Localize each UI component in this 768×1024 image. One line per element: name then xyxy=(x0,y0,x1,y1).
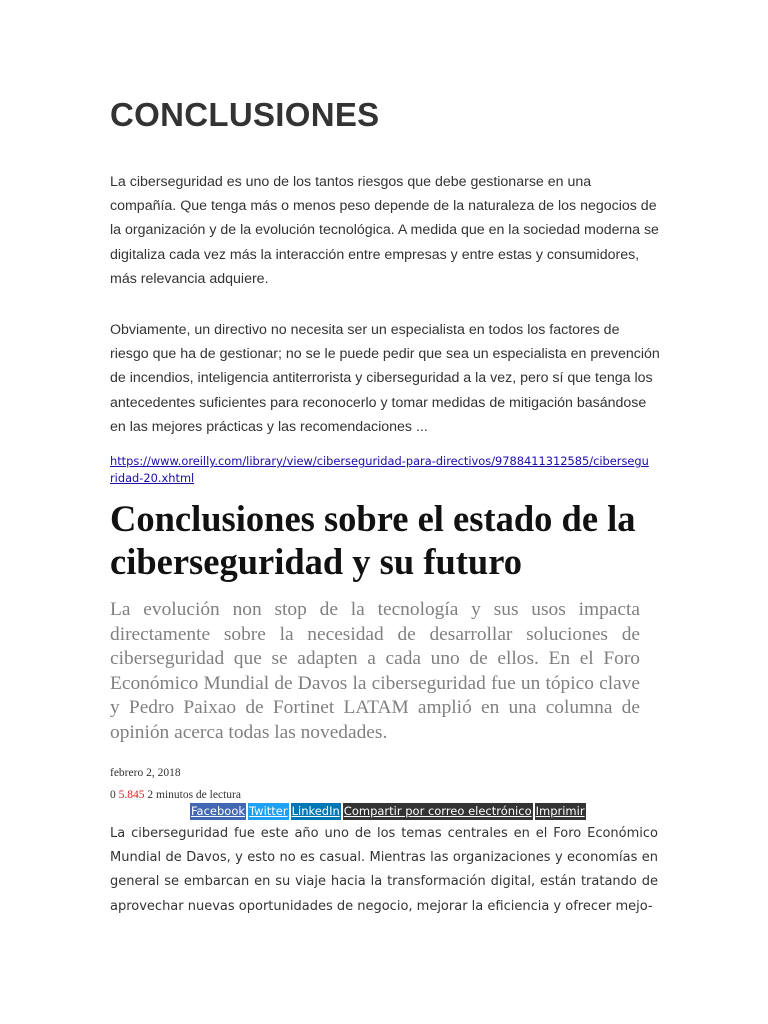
paragraph-directivo: Obviamente, un directivo no necesita ser un especialista en todos los factores de riesgo que ha de gestionar; no se le puede pedir que sea un especialista en prevención de incendios, inteligencia antiterrorista y ciberseguridad a la vez, pero sí que tenga los antecedentes suficientes para reconocerlo y tomar medidas de mitigación basándose en las mejores prácticas y las recomendaciones ... xyxy=(110,322,660,435)
print-button[interactable]: Imprimir xyxy=(535,804,585,818)
article-date: febrero 2, 2018 xyxy=(110,767,181,779)
share-linkedin-button[interactable]: LinkedIn xyxy=(291,804,340,818)
article-title: Conclusiones sobre el estado de la ciberseguridad y su futuro xyxy=(110,498,636,582)
share-twitter-button[interactable]: Twitter xyxy=(249,804,288,818)
article-body: La ciberseguridad fue este año uno de los temas centrales en el Foro Económico Mundial de Davos, y esto no es casual. Mientras las organizaciones y economías en general se embarcan en su viaje hacia la transformación digital, están tratando de aprovechar nuevas oportunidades de negocio, mejorar la eficiencia y ofrecer mejo- xyxy=(110,826,658,914)
article-lead: La evolución non stop de la tecnología y sus usos impacta directamente sobre la necesidad de desarrollar soluciones de ciberseguridad que se adapten a cada uno de ellos. En el Foro Económico Mundial de Davos la ciberseguridad fue un tópico clave y Pedro Paixao de Fortinet LATAM amplió en una columna de opinión acerca todas las novedades. xyxy=(110,599,640,743)
share-facebook-button[interactable]: Facebook xyxy=(191,804,246,818)
paragraph-intro: La ciberseguridad es uno de los tantos riesgos que debe gestionarse en una compañía. Que tenga más o menos peso depende de la naturaleza de los negocios de la organización y de la evolución tecnológica. A medida que en la sociedad moderna se digitaliza cada vez más la interacción entre empresas y entre estas y consumidores, más relevancia adquiere. xyxy=(110,174,659,287)
article-meta xyxy=(110,789,241,801)
share-email-button[interactable]: Compartir por correo electrónico xyxy=(343,804,532,818)
view-count: 5.845 xyxy=(118,789,145,801)
share-bar xyxy=(190,803,586,820)
read-time: 2 minutos de lectura xyxy=(147,789,241,801)
page-title: CONCLUSIONES xyxy=(110,96,380,133)
comment-count[interactable]: 0 xyxy=(110,789,116,801)
source-link[interactable]: https://www.oreilly.com/library/view/ciberseguridad-para-directivos/9788411312585/ciberseguridad-20.xhtml xyxy=(110,454,649,485)
